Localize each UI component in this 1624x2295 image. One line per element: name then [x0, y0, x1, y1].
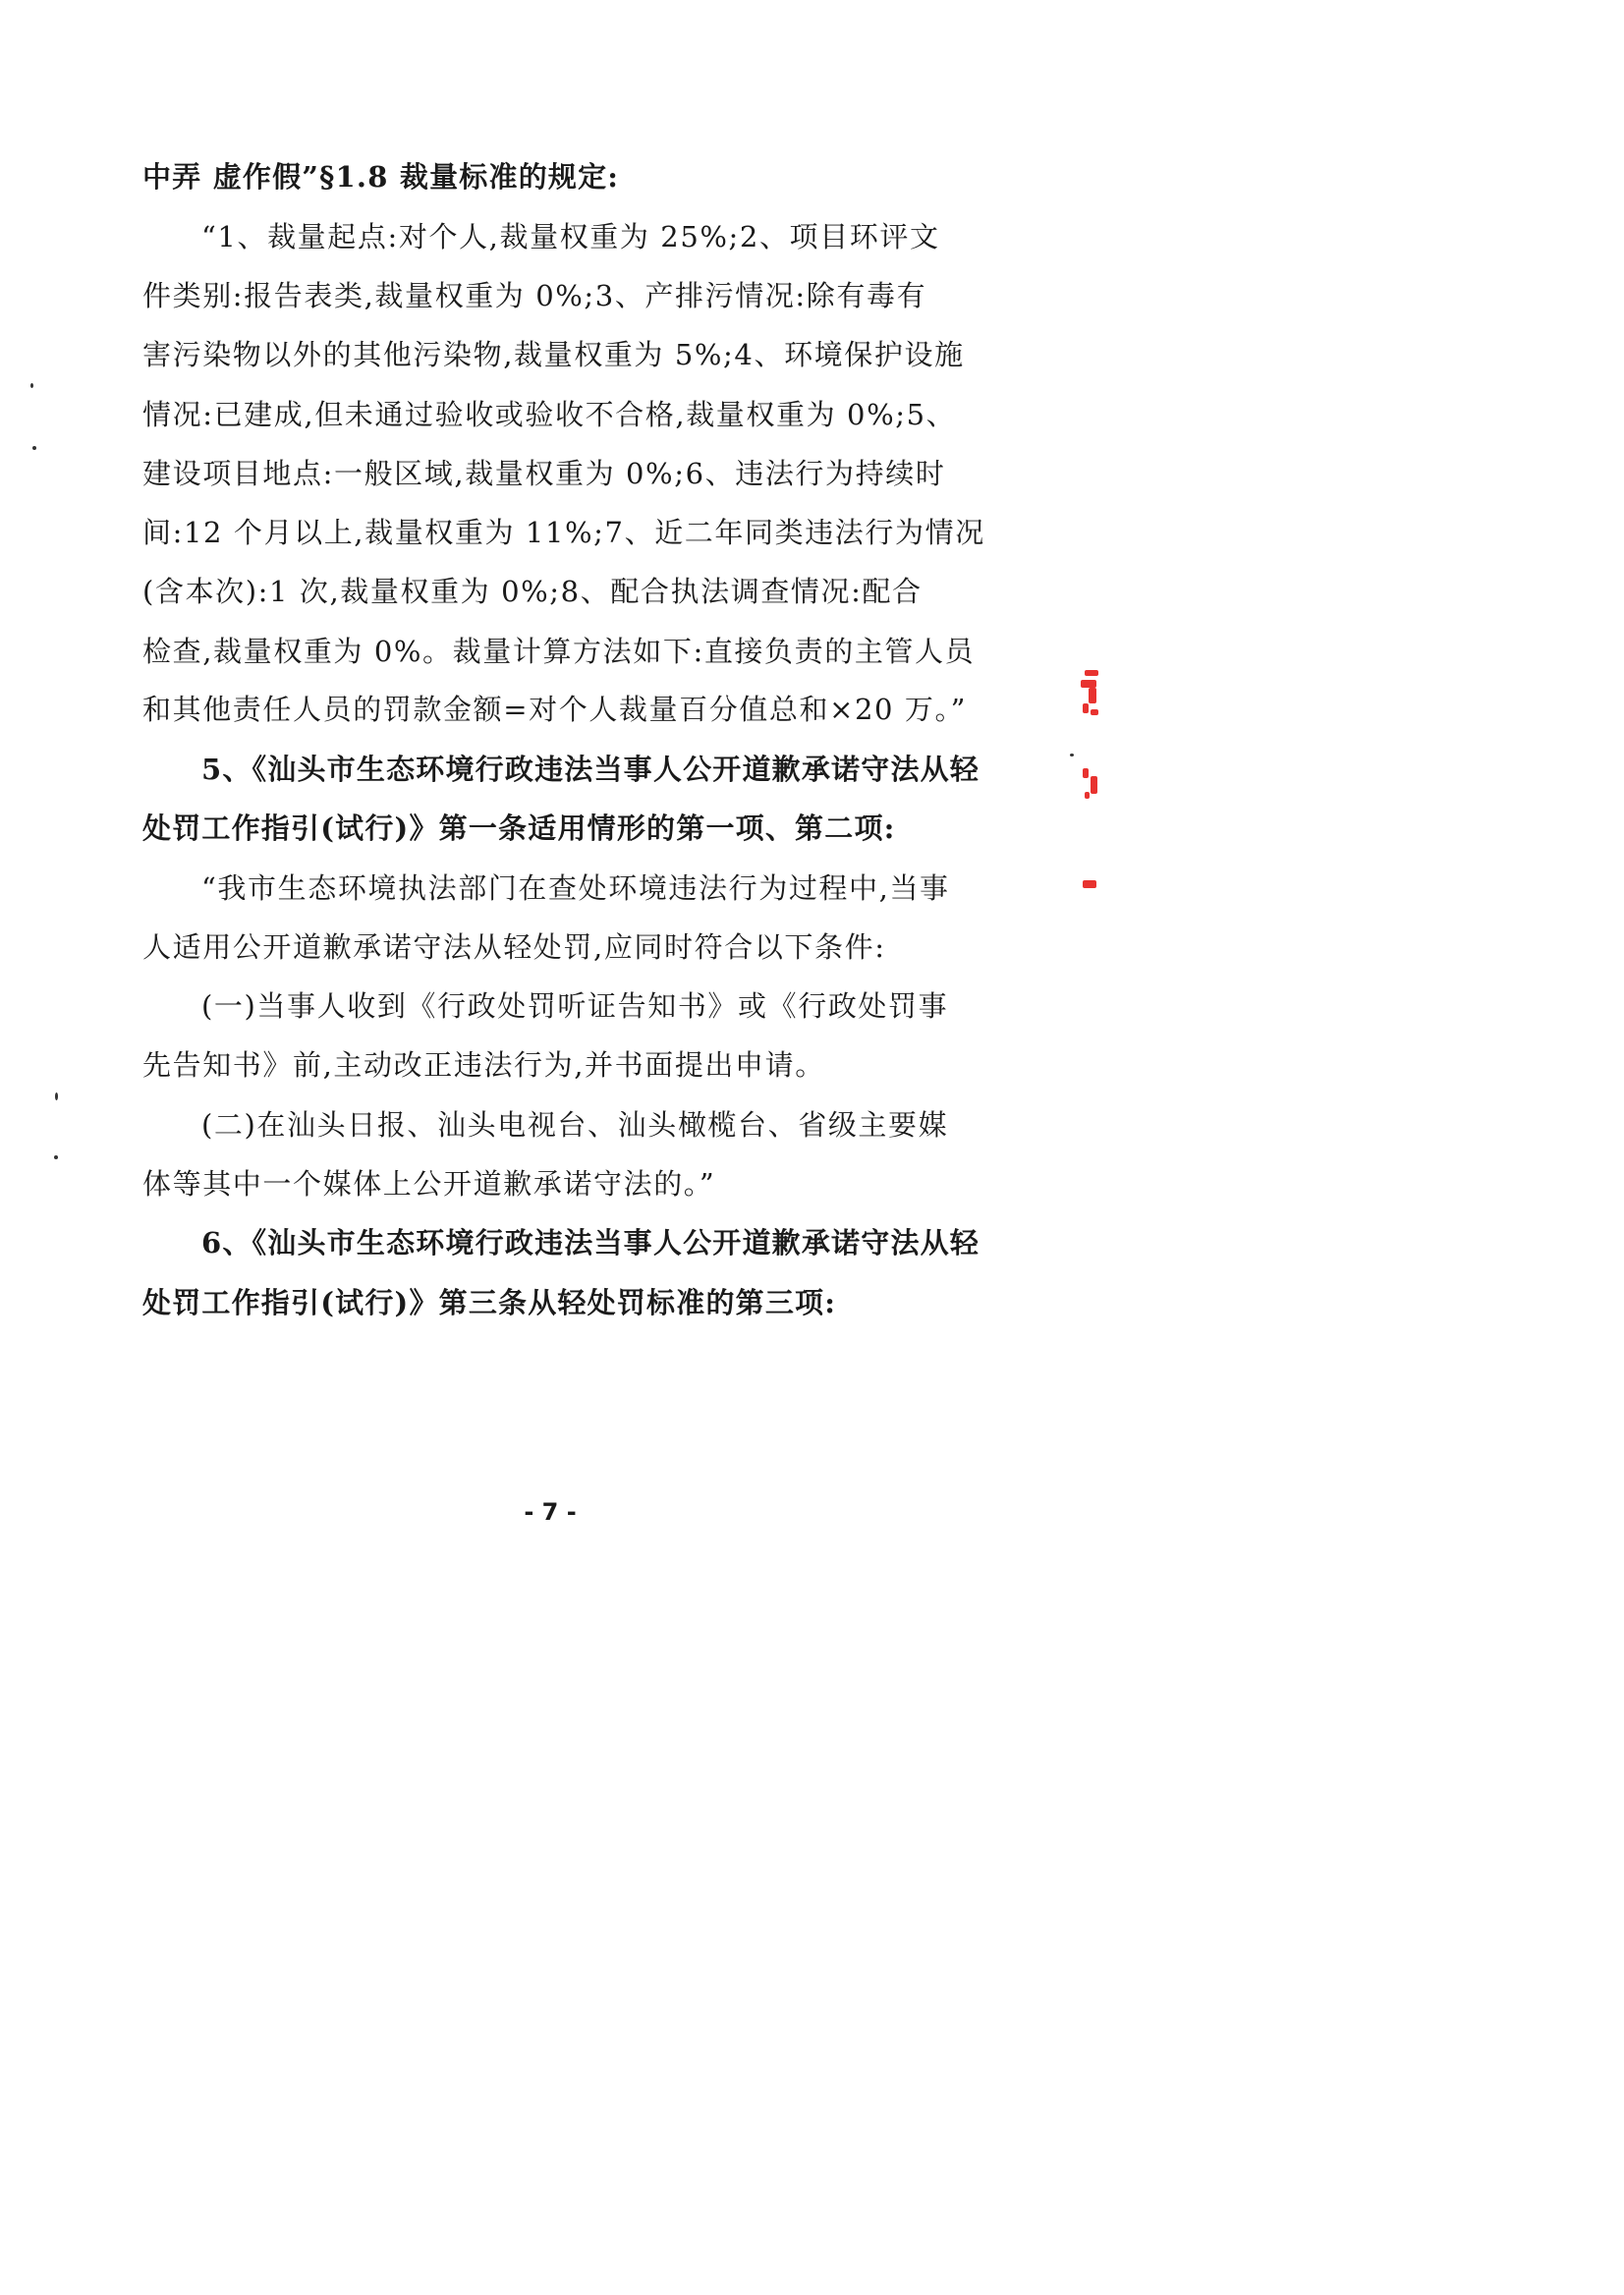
scan-speck	[32, 446, 36, 450]
text-line: 先告知书》前,主动改正违法行为,并书面提出申请。	[142, 1048, 825, 1082]
text-line: (二)在汕头日报、汕头电视台、汕头橄榄台、省级主要媒	[201, 1108, 949, 1142]
text-line: “我市生态环境执法部门在查处环境违法行为过程中,当事	[201, 871, 950, 905]
text-line: 和其他责任人员的罚款金额=对个人裁量百分值总和×20 万。”	[142, 693, 968, 726]
text-line: 处罚工作指引(试行)》第一条适用情形的第一项、第二项:	[142, 812, 896, 845]
text-line: (含本次):1 次,裁量权重为 0%;8、配合执法调查情况:配合	[142, 575, 923, 608]
text-line: (一)当事人收到《行政处罚听证告知书》或《行政处罚事	[201, 989, 949, 1023]
text-line: 人适用公开道歉承诺守法从轻处罚,应同时符合以下条件:	[142, 930, 886, 964]
text-line: 处罚工作指引(试行)》第三条从轻处罚标准的第三项:	[142, 1286, 837, 1319]
text-line: 检查,裁量权重为 0%。裁量计算方法如下:直接负责的主管人员	[142, 635, 976, 668]
document-page	[0, 0, 1100, 1557]
text-line: 情况:已建成,但未通过验收或验收不合格,裁量权重为 0%;5、	[142, 398, 957, 431]
scan-speck	[55, 1092, 58, 1100]
text-line: 间:12 个月以上,裁量权重为 11%;7、近二年同类违法行为情况	[142, 516, 985, 549]
seal-stamp-fragment	[1071, 658, 1100, 904]
scan-speck	[54, 1155, 58, 1159]
text-line: 害污染物以外的其他污染物,裁量权重为 5%;4、环境保护设施	[142, 338, 965, 371]
text-line: 建设项目地点:一般区域,裁量权重为 0%;6、违法行为持续时	[142, 457, 946, 490]
text-line: 件类别:报告表类,裁量权重为 0%;3、产排污情况:除有毒有	[142, 279, 927, 312]
text-line: 5、《汕头市生态环境行政违法当事人公开道歉承诺守法从轻	[201, 753, 980, 786]
text-line: 体等其中一个媒体上公开道歉承诺守法的。”	[142, 1167, 716, 1201]
page-number: - 7 -	[524, 1498, 577, 1526]
text-line: 中弄 虚作假”§1.8 裁量标准的规定:	[142, 160, 620, 194]
text-line: 6、《汕头市生态环境行政违法当事人公开道歉承诺守法从轻	[201, 1226, 980, 1259]
text-line: “1、裁量起点:对个人,裁量权重为 25%;2、项目环评文	[201, 220, 940, 253]
scan-speck	[30, 383, 33, 388]
